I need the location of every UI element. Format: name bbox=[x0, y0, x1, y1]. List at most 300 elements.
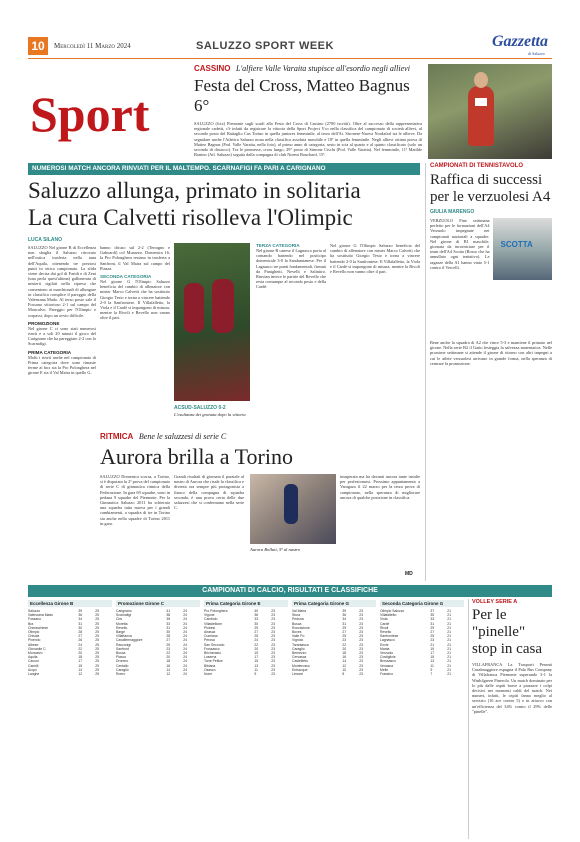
table-cell-team: Manta bbox=[380, 646, 390, 651]
table-cell-played: 24 bbox=[183, 651, 187, 656]
table-cell-pts: 22 bbox=[166, 651, 171, 656]
table-cell-team: Vignolo bbox=[292, 638, 304, 643]
table-cell-team: None bbox=[204, 672, 213, 677]
ritmica-kicker-row bbox=[100, 431, 420, 442]
ritmica-body-3: insuperata ma ha davanti ancora tante insidie per perfezionarsi. Prossimo appuntamento a Varagazo il 22 marzo per la terza prova di campionato, nella speranza di migliorare ancora di qualche posizione in classifica. bbox=[340, 474, 420, 500]
table-cell-team: Osasco bbox=[204, 667, 216, 672]
table-cell-played: 21 bbox=[447, 634, 451, 639]
calcio-body-3: Molti i rinvii anche nel campionato di Prima categoria dove sono rimaste ferme ai box sia la Pro Polonghera nel girone E sia il Val Maira in quello G. bbox=[28, 354, 96, 376]
section-title: SALUZZO SPORT WEEK bbox=[196, 40, 334, 52]
table-cell-played: 23 bbox=[359, 621, 363, 626]
table-cell-played: 25 bbox=[95, 651, 99, 656]
table-cell-pts: 11 bbox=[254, 667, 258, 672]
table-cell-played: 24 bbox=[183, 655, 187, 660]
table-cell-played: 23 bbox=[271, 625, 275, 630]
table-cell-team: Pedona bbox=[292, 617, 304, 622]
table-cell-team: Stura bbox=[292, 613, 301, 618]
ritmica-kicker: RITMICA bbox=[100, 432, 134, 441]
table-cell-played: 23 bbox=[359, 651, 363, 656]
table-cell-pts: 34 bbox=[342, 617, 347, 622]
table-cell-played: 25 bbox=[95, 617, 99, 622]
table-cell-played: 21 bbox=[447, 655, 451, 660]
table-cell-played: 25 bbox=[95, 655, 99, 660]
table-cell-team: Entracque bbox=[292, 667, 308, 672]
sub-terza-categoria: TERZA CATEGORIA bbox=[256, 243, 300, 248]
table-cell-played: 25 bbox=[95, 646, 99, 651]
table-cell-team: Melle bbox=[380, 667, 389, 672]
table-cell-played: 23 bbox=[271, 651, 275, 656]
table-cell-team: San Secondo bbox=[204, 642, 225, 647]
table-cell-pts: 35 bbox=[430, 613, 435, 618]
table-cell-played: 24 bbox=[183, 667, 187, 672]
table-cell-team: Pinerolo bbox=[28, 638, 41, 643]
table-cell-played: 23 bbox=[271, 642, 275, 647]
table-row bbox=[116, 672, 200, 676]
table-cell-team: Vigone bbox=[204, 613, 215, 618]
table-cell-team: Val Maira bbox=[292, 609, 307, 613]
table-cell-pts: 34 bbox=[78, 617, 83, 622]
byline bbox=[28, 237, 62, 243]
byline-name: LUCA SILANO bbox=[28, 237, 62, 243]
runner-photo bbox=[428, 64, 552, 159]
table-cell-pts: 9 bbox=[430, 667, 433, 672]
table-cell-played: 24 bbox=[183, 659, 187, 664]
table-cell-team: Valenzana Mado bbox=[28, 613, 54, 618]
table-cell-played: 23 bbox=[271, 663, 275, 668]
table-cell-pts: 12 bbox=[342, 663, 347, 668]
table-cell-played: 24 bbox=[183, 613, 187, 618]
table-cell-played: 23 bbox=[359, 634, 363, 639]
table-cell-played: 21 bbox=[447, 613, 451, 618]
table-row bbox=[292, 672, 376, 676]
tennis-body-1: VERZUOLO Fine settimana perfetto per le formazioni dell'A4 Verzuolo impegnate nei campionati nazionali a squadre. Nel girone di B1 maschile, giornata da incorniciare per il team dell'A4 Scotta (Rosso che ha annullato ogni tentativo). Le ragazze della A1 hanno vinto 5-1 contro il Vercelli. bbox=[430, 218, 490, 270]
table-cell-played: 21 bbox=[447, 642, 451, 647]
table-cell-played: 24 bbox=[183, 638, 187, 643]
table-cell-played: 25 bbox=[95, 667, 99, 672]
table-cell-pts: 24 bbox=[254, 638, 259, 643]
table-cell-team: Cardè bbox=[380, 621, 390, 626]
table-cell-pts: 23 bbox=[430, 638, 435, 643]
table-cell-played: 23 bbox=[271, 659, 275, 664]
table-cell-played: 25 bbox=[95, 672, 99, 677]
sport-section-label: Sport bbox=[30, 86, 150, 142]
table-cell-played: 21 bbox=[447, 651, 451, 656]
table-cell-pts: 14 bbox=[342, 659, 347, 664]
table-cell-team: Castelletto bbox=[292, 659, 309, 664]
table-cell-pts: 30 bbox=[78, 625, 83, 630]
table-cell-played: 21 bbox=[447, 672, 451, 677]
table-cell-played: 23 bbox=[359, 625, 363, 630]
table-cell-pts: 29 bbox=[254, 625, 259, 630]
volley-box bbox=[468, 599, 552, 839]
table-cell-pts: 29 bbox=[430, 625, 435, 630]
table-cell-played: 23 bbox=[271, 630, 275, 635]
table-cell-played: 23 bbox=[271, 672, 275, 677]
table-cell-pts: 17 bbox=[78, 659, 83, 664]
table-cell-pts: 29 bbox=[342, 625, 347, 630]
calcio-column-1 bbox=[28, 245, 96, 580]
table-cell-team: Roero bbox=[116, 672, 126, 677]
table-cell-pts: 13 bbox=[430, 659, 435, 664]
table-cell-pts: 26 bbox=[78, 638, 83, 643]
table-cell-pts: 13 bbox=[254, 663, 259, 668]
table-cell-team: Frossasco bbox=[204, 646, 220, 651]
table-cell-team: Roccavione bbox=[292, 625, 310, 630]
table-cell-played: 24 bbox=[183, 663, 187, 668]
table-row bbox=[28, 672, 112, 676]
table-cell-played: 23 bbox=[271, 617, 275, 622]
table-cell-played: 24 bbox=[183, 625, 187, 630]
masthead-sub: di Saluzzo bbox=[528, 51, 545, 56]
table-cell-played: 23 bbox=[271, 667, 275, 672]
table-cell-team: Lagnasco bbox=[380, 638, 395, 643]
table-cell-played: 23 bbox=[271, 646, 275, 651]
table-cell-team: Cheraschese bbox=[28, 625, 48, 630]
table-cell-pts: 14 bbox=[78, 667, 83, 672]
tennis-body-2: Bene anche la squadra di A2 che vince 5-3 e mantiene il primato nel girone. Nella serie B2 il Gatto festeggia la salvezza matematica. Nelle prossime settimane si attende il girone di ritorno con altri impegni a cui le atlete verzuolesi arrivano in grande forma, nella speranza di centrare la promozione. bbox=[430, 340, 552, 366]
table-cell-team: Bernezzo bbox=[292, 651, 307, 656]
table-cell-team: Albese bbox=[28, 642, 39, 647]
calcio-body-5: Nel girone G l'Olimpic Saluzzo beneficia del cambio di allenatore con mister Marco Calvetti che ha sostituito Giorgio Tesio e torna a vincere battendo 2-0 la Sanfrontese. Il Villafalletto, la Viola e il Cardè si impongono di misura, mentre la Rivoli e Revello non vanno oltre il pari. bbox=[100, 279, 170, 321]
calcio-body-6: Nel girone B canese il Lagnasco porta al comando battendo nel posticipo domenicale 3-0 la Sandamianese. Per il Lagnasco tre punti fondamentali, firmati da Panighetti, Nevelli e Salinitro. Rinvian invece le partite del Revello che resta comunque al secondo posto e della Cardè. bbox=[256, 248, 326, 290]
table-cell-played: 21 bbox=[447, 625, 451, 630]
table-cell-pts: 23 bbox=[342, 638, 347, 643]
table-cell-team: Caraglio bbox=[292, 646, 305, 651]
volley-body: VILLAFRANCA La Trasporti Pesenti Casalmaggiore espugna il Pala Bus Company di Villafranca Piemonte superando 3-1 la Wash4green Pinerolo. Un match dominato per lo più dalle ospiti brave a piazzare i colpi decisivi nei momenti caldi del match. Nei numeri, infatti, le ospiti fanno meglio al servizio (10 ace contro 5) e in attacco con un'efficienza del 34% contro il 29% delle "pinelle". bbox=[472, 662, 552, 714]
table-cell-pts: 37 bbox=[430, 609, 435, 613]
table-cell-pts: 10 bbox=[342, 667, 347, 672]
table-cell-pts: 12 bbox=[166, 672, 171, 677]
group-title: Prima Categoria Girone E bbox=[204, 600, 288, 607]
table-cell-played: 23 bbox=[271, 621, 275, 626]
group-2 bbox=[204, 600, 288, 676]
calcio-body-4: hanno chiuso sul 2-2 (Terragno e Gaboardi) col Murazzo. Domenica 16, la Pro Polonghera restano in trasferta a Sanfront, il Val Maira sul campo del Piazza. bbox=[100, 245, 170, 271]
table-cell-team: Saluzzo bbox=[28, 609, 41, 613]
kicker-rest: L'alfiere Valle Varaita stupisce all'esordio negli allievi bbox=[236, 64, 410, 73]
table-cell-team: Barge bbox=[116, 630, 126, 635]
table-cell-pts: 36 bbox=[254, 613, 259, 618]
table-cell-played: 21 bbox=[447, 630, 451, 635]
table-cell-team: Centallo bbox=[116, 663, 129, 668]
issue-date: Mercoledì 11 Marzo 2024 bbox=[54, 42, 131, 50]
table-cell-team: Revello bbox=[380, 630, 392, 635]
table-cell-team: Aquila bbox=[28, 655, 38, 660]
match-photo-label: ACSUD-SALUZZO 0-2 bbox=[174, 405, 226, 411]
table-cell-played: 23 bbox=[359, 638, 363, 643]
table-cell-team: Cavallermaggiore bbox=[116, 638, 143, 643]
table-cell-played: 23 bbox=[271, 609, 275, 613]
group-title: Prima Categoria Girone G bbox=[292, 600, 376, 607]
table-cell-team: Costigliole bbox=[380, 655, 396, 660]
table-cell-played: 24 bbox=[183, 621, 187, 626]
table-cell-played: 23 bbox=[359, 672, 363, 677]
table-cell-played: 23 bbox=[271, 613, 275, 618]
sub-seconda-categoria: SECONDA CATEGORIA bbox=[100, 274, 152, 280]
masthead: Gazzetta bbox=[492, 33, 548, 50]
table-cell-pts: 22 bbox=[78, 646, 83, 651]
table-cell-pts: 27 bbox=[430, 630, 435, 635]
table-cell-played: 24 bbox=[183, 609, 187, 613]
table-cell-pts: 31 bbox=[342, 621, 347, 626]
table-cell-pts: 18 bbox=[166, 659, 171, 664]
table-cell-team: Luserna bbox=[204, 655, 217, 660]
ritmica-body-2: Grandi risultati di giornata il parziale al nastro di Aurora che risale la classifica e diventa ora sempre più protagonista a fianco della compagna di squadra seconda, è una prova certa delle due saluzzesi che si confermano nella serie C. bbox=[174, 474, 244, 511]
table-cell-team: Candiolo bbox=[204, 617, 218, 622]
table-cell-team: Villafalletto bbox=[380, 613, 397, 618]
table-cell-pts: 25 bbox=[254, 634, 259, 639]
table-cell-team: Giovanile C. bbox=[28, 646, 47, 651]
calcio-body-2: Nel girone C ci sono stati numerosi rinvii e a soli 20 minuti il gioco del Carignano che ha pareggiato 2-2 con lo Scarnafigi. bbox=[28, 325, 96, 347]
table-cell-team: Pro Polonghera bbox=[204, 609, 228, 613]
volley-headline: Per le "pinelle" stop in casa bbox=[472, 607, 542, 657]
table-cell-pts: 36 bbox=[78, 613, 83, 618]
table-cell-team: Fossano bbox=[28, 617, 42, 622]
calcio-body-1: SALUZZO Nel girone B di Eccellenza non sbaglia il Saluzzo ritrovato nell'ostica trasferta nella tana dell'Aquila, ottenendo tre preziosi punti in ottica campionato. La sfida viene decisa dai gol di Faridi e di Zeni (una perla quest'ultima) gallonerata di misterii sigilati nella ripresa che consentono ai marchionali di allungare in classifica complice il pareggio della Valenzana Mado. Al terzo posto sale il Fossano vittorioso 2-1 sul campo del Moncalvo. Pareggio per l'Olimpic e sorpassi, dopo un avvio difficile. bbox=[28, 245, 96, 318]
group-0 bbox=[28, 600, 112, 676]
table-cell-team: Cumiana bbox=[204, 634, 218, 639]
table-cell-pts: 31 bbox=[78, 621, 83, 626]
table-cell-team: Olimpic bbox=[28, 630, 40, 635]
calcio-headline-2: La cura Calvetti risolleva l'Olimpic bbox=[28, 205, 353, 230]
group-1 bbox=[116, 600, 200, 676]
table-cell-team: Sanfront bbox=[116, 646, 129, 651]
table-cell-team: Carignano bbox=[116, 609, 132, 613]
table-cell-pts: 28 bbox=[78, 630, 83, 635]
table-cell-team: Acqui bbox=[28, 667, 37, 672]
table-cell-team: Olimpic Saluzzo bbox=[380, 609, 405, 613]
table-cell-played: 23 bbox=[359, 617, 363, 622]
table-cell-played: 25 bbox=[95, 625, 99, 630]
team-photo bbox=[493, 218, 553, 280]
table-cell-played: 25 bbox=[95, 613, 99, 618]
table-cell-played: 23 bbox=[359, 663, 363, 668]
table-cell-pts: 24 bbox=[78, 642, 83, 647]
table-cell-pts: 30 bbox=[254, 621, 259, 626]
table-cell-team: Bibiana bbox=[204, 663, 216, 668]
group-title: Eccellenza Girone B bbox=[28, 600, 112, 607]
table-cell-pts: 17 bbox=[254, 655, 259, 660]
table-cell-played: 23 bbox=[359, 659, 363, 664]
calcio-column-3 bbox=[256, 243, 326, 428]
table-cell-team: Venasca bbox=[380, 663, 394, 668]
table-cell-played: 23 bbox=[271, 655, 275, 660]
table-cell-pts: 35 bbox=[166, 617, 171, 622]
table-cell-pts: 14 bbox=[166, 667, 171, 672]
table-cell-team: Viola bbox=[380, 617, 388, 622]
table-cell-pts: 27 bbox=[342, 630, 347, 635]
volley-kicker: VOLLEY SERIE A bbox=[472, 599, 518, 605]
table-cell-played: 23 bbox=[359, 646, 363, 651]
table-cell-team: Dronero bbox=[116, 659, 129, 664]
table-cell-pts: 16 bbox=[166, 663, 171, 668]
table-cell-team: Langhe bbox=[28, 672, 40, 677]
table-cell-pts: 38 bbox=[166, 613, 171, 618]
table-cell-pts: 20 bbox=[254, 646, 259, 651]
table-cell-pts: 25 bbox=[430, 634, 435, 639]
sub-prima-categoria: PRIMA CATEGORIA bbox=[28, 349, 72, 355]
table-cell-team: Airasca bbox=[204, 630, 216, 635]
table-cell-played: 24 bbox=[183, 646, 187, 651]
table-cell-played: 25 bbox=[95, 642, 99, 647]
table-cell-pts: 39 bbox=[78, 609, 83, 613]
body: SALUZZO (fcix) Piemonte sugli scudi alla Festa del Cross di Cassino (2700 iscritti). Oltre al successo della rappresentativa regionale cadetti, c'è infatti da registrare la vittoria della Sport Project Vco nella classifica del campionato di società allievi, al secondo posto del Battaglio Cus Torino in quella juniores femminile, al terzo dell'At. Stronese-Nuova Nordafarl tra le allieve. Da segnalare anche l'Atletica Saluzzo nona nella classifica assoluta maschile e 18ª in quella femminile. Negli allievi ottima prova di Matteo Bagnus (Pod. Valle Varaita, nella foto), al primo anno di categoria, sesto in scia al quarto e al quinto classificato (solo un secondo di distacco). Tra le promesse, cross lungo, 29° posto di Simone Cischi (Pod. Valle Varaita). Nel femminile, 11ª Matilde Bonino (Atl. Saluzzo) seguita dalla compagna di club Noemi Bouchard, 15ª. bbox=[194, 121, 422, 158]
table-cell-pts: 22 bbox=[342, 642, 347, 647]
match-photo-caption: L'esultanza dei granata dopo la vittoria bbox=[174, 412, 246, 417]
table-cell-pts: 15 bbox=[254, 659, 259, 664]
table-cell-played: 25 bbox=[95, 663, 99, 668]
table-cell-pts: 20 bbox=[342, 646, 347, 651]
table-cell-played: 25 bbox=[95, 638, 99, 643]
headline: Festa del Cross, Matteo Bagnus 6° bbox=[194, 76, 410, 115]
table-cell-played: 21 bbox=[447, 659, 451, 664]
table-cell-team: Bricherasio bbox=[204, 651, 221, 656]
table-cell-team: Tarantasca bbox=[292, 642, 309, 647]
tennis-headline: Raffica di successi per le verzuolesi A4 bbox=[430, 172, 551, 205]
table-cell-pts: 22 bbox=[254, 642, 259, 647]
table-cell-team: Chisola bbox=[28, 634, 40, 639]
table-cell-pts: 23 bbox=[166, 646, 171, 651]
calcio-column-2 bbox=[100, 245, 170, 425]
table-cell-pts: 31 bbox=[166, 625, 171, 630]
table-cell-pts: 20 bbox=[166, 655, 171, 660]
table-cell-team: Torre Pellice bbox=[204, 659, 223, 664]
table-cell-played: 21 bbox=[447, 646, 451, 651]
table-cell-team: Verzuolo bbox=[380, 651, 394, 656]
table-cell-pts: 11 bbox=[430, 663, 434, 668]
table-cell-pts: 19 bbox=[254, 651, 259, 656]
gymnast-caption: Aurora Bollati, 5ª al nastro bbox=[250, 547, 301, 552]
table-cell-pts: 21 bbox=[430, 642, 435, 647]
table-cell-pts: 25 bbox=[342, 634, 347, 639]
table-cell-pts: 9 bbox=[254, 672, 257, 677]
table-cell-team: Monterosso bbox=[292, 663, 310, 668]
table-cell-team: Boves bbox=[292, 630, 302, 635]
table-cell-team: Scarnafigi bbox=[116, 613, 132, 618]
page-number: 10 bbox=[28, 37, 48, 55]
group-title: Seconda Categoria Girone G bbox=[380, 600, 464, 607]
table-cell-pts: 27 bbox=[78, 634, 83, 639]
calcio-kicker: NUMEROSI MATCH ANCORA RINVIATI PER IL MALTEMPO. SCARNAFIGI FA PARI A CARIGNANO bbox=[28, 163, 420, 175]
table-cell-team: Cbs bbox=[116, 617, 123, 622]
table-cell-pts: 33 bbox=[430, 617, 435, 622]
group-title: Promozione Girone C bbox=[116, 600, 200, 607]
results-bar: CAMPIONATI DI CALCIO, RISULTATI E CLASSIFICHE bbox=[28, 585, 552, 597]
table-cell-team: Brossasco bbox=[380, 659, 396, 664]
gymnast-photo bbox=[250, 474, 336, 544]
table-cell-pts: 33 bbox=[254, 617, 259, 622]
table-cell-pts: 30 bbox=[166, 630, 171, 635]
table-cell-team: Limone bbox=[292, 672, 304, 677]
table-cell-pts: 25 bbox=[166, 642, 171, 647]
header-rule bbox=[28, 58, 552, 59]
ritmica-author: MD bbox=[405, 571, 413, 577]
table-cell-pts: 12 bbox=[78, 672, 83, 677]
table-cell-played: 25 bbox=[95, 630, 99, 635]
table-cell-played: 24 bbox=[183, 630, 187, 635]
group-3 bbox=[292, 600, 376, 676]
table-cell-pts: 7 bbox=[430, 672, 433, 677]
table-cell-pts: 18 bbox=[78, 655, 83, 660]
table-cell-played: 23 bbox=[359, 642, 363, 647]
table-cell-team: Piasco bbox=[116, 655, 127, 660]
table-cell-played: 23 bbox=[359, 655, 363, 660]
table-cell-team: Valle Po bbox=[292, 634, 305, 639]
group-4 bbox=[380, 600, 464, 676]
calcio-headline-1: Saluzzo allunga, primato in solitaria bbox=[28, 178, 361, 203]
calcio-column-4 bbox=[330, 243, 420, 428]
tennis-byline: GIULIA MARENGO bbox=[430, 209, 475, 215]
table-cell-pts: 15 bbox=[78, 663, 83, 668]
table-cell-played: 23 bbox=[359, 630, 363, 635]
table-cell-pts: 39 bbox=[342, 609, 347, 613]
table-cell-team: Cervasca bbox=[292, 655, 307, 660]
table-cell-pts: 20 bbox=[78, 651, 83, 656]
ritmica-body-1: SALUZZO Domenica scorsa, a Torino, si è disputata la 2ª prova del campionato di serie C di ginnastica ritmica della Federazione. In gara 69 squadre, sono in pedana 9 squadre del Piemonte. Per la Ginnastica Saluzzo 2011 ha schierato una squadra tutta nuova per i grandi cambiamenti, a squadra di tre in Torino sia anche nella squadre di Torino 2011 in gara. bbox=[100, 474, 170, 526]
table-cell-pts: 17 bbox=[430, 651, 435, 656]
table-cell-played: 24 bbox=[183, 642, 187, 647]
table-cell-pts: 33 bbox=[166, 621, 171, 626]
table-cell-played: 21 bbox=[447, 609, 451, 613]
table-cell-team: Villafranca bbox=[116, 634, 132, 639]
table-cell-pts: 16 bbox=[342, 655, 347, 660]
table-cell-played: 21 bbox=[447, 617, 451, 622]
tennis-box bbox=[425, 163, 552, 581]
ritmica-headline: Aurora brilla a Torino bbox=[100, 444, 293, 469]
table-cell-pts: 8 bbox=[342, 672, 345, 677]
table-cell-played: 23 bbox=[271, 638, 275, 643]
table-cell-played: 21 bbox=[447, 638, 451, 643]
table-cell-pts: 31 bbox=[430, 621, 435, 626]
table-cell-team: Frassino bbox=[380, 672, 394, 677]
table-cell-pts: 28 bbox=[166, 634, 171, 639]
table-cell-team: Revello bbox=[116, 625, 128, 630]
table-cell-team: Moretta bbox=[116, 621, 128, 626]
table-cell-team: Villastellone bbox=[204, 621, 223, 626]
table-cell-pts: 27 bbox=[166, 638, 171, 643]
table-cell-team: Envie bbox=[380, 642, 389, 647]
table-cell-played: 25 bbox=[95, 634, 99, 639]
match-photo bbox=[174, 243, 250, 401]
table-cell-played: 21 bbox=[447, 663, 451, 668]
table-cell-played: 25 bbox=[95, 621, 99, 626]
table-cell-team: Sanfrontese bbox=[380, 634, 399, 639]
table-cell-team: Rivoli bbox=[380, 625, 389, 630]
table-cell-played: 24 bbox=[183, 634, 187, 639]
table-cell-pts: 40 bbox=[254, 609, 259, 613]
table-cell-team: Caraglio bbox=[116, 667, 129, 672]
table-cell-played: 24 bbox=[183, 617, 187, 622]
table-cell-team: Busca bbox=[292, 621, 302, 626]
table-cell-played: 21 bbox=[447, 667, 451, 672]
table-cell-pts: 41 bbox=[166, 609, 171, 613]
table-row bbox=[204, 672, 288, 676]
ritmica-kicker-rest: Bene le saluzzesi di serie C bbox=[138, 432, 227, 441]
table-cell-played: 23 bbox=[359, 609, 363, 613]
table-cell-team: Racconigi bbox=[116, 642, 131, 647]
table-cell-team: Bra bbox=[28, 621, 34, 626]
tennis-kicker: CAMPIONATI DI TENNISTAVOLO bbox=[430, 163, 523, 169]
sub-promozione: PROMOZIONE bbox=[28, 320, 60, 326]
table-cell-pts: 27 bbox=[254, 630, 259, 635]
table-cell-played: 23 bbox=[359, 667, 363, 672]
kicker: CASSINO bbox=[194, 64, 231, 73]
table-cell-pts: 15 bbox=[430, 655, 435, 660]
table-cell-played: 25 bbox=[95, 609, 99, 613]
table-cell-pts: 18 bbox=[342, 651, 347, 656]
table-cell-team: Cavour bbox=[28, 659, 39, 664]
table-cell-team: Perosa bbox=[204, 638, 215, 643]
calcio-body-5-cont: Nel girone G l'Olimpic Saluzzo beneficia del cambio di allenatore con mister Marco Calvetti che ha sostituito Giorgio Tesio e torna a vincere battendo 2-0 la Sanfrontese. Il Villafalletto, la Viola e il Cardè si impongono di misura, mentre la Rivoli e Revello non vanno oltre il pari. bbox=[330, 243, 420, 275]
